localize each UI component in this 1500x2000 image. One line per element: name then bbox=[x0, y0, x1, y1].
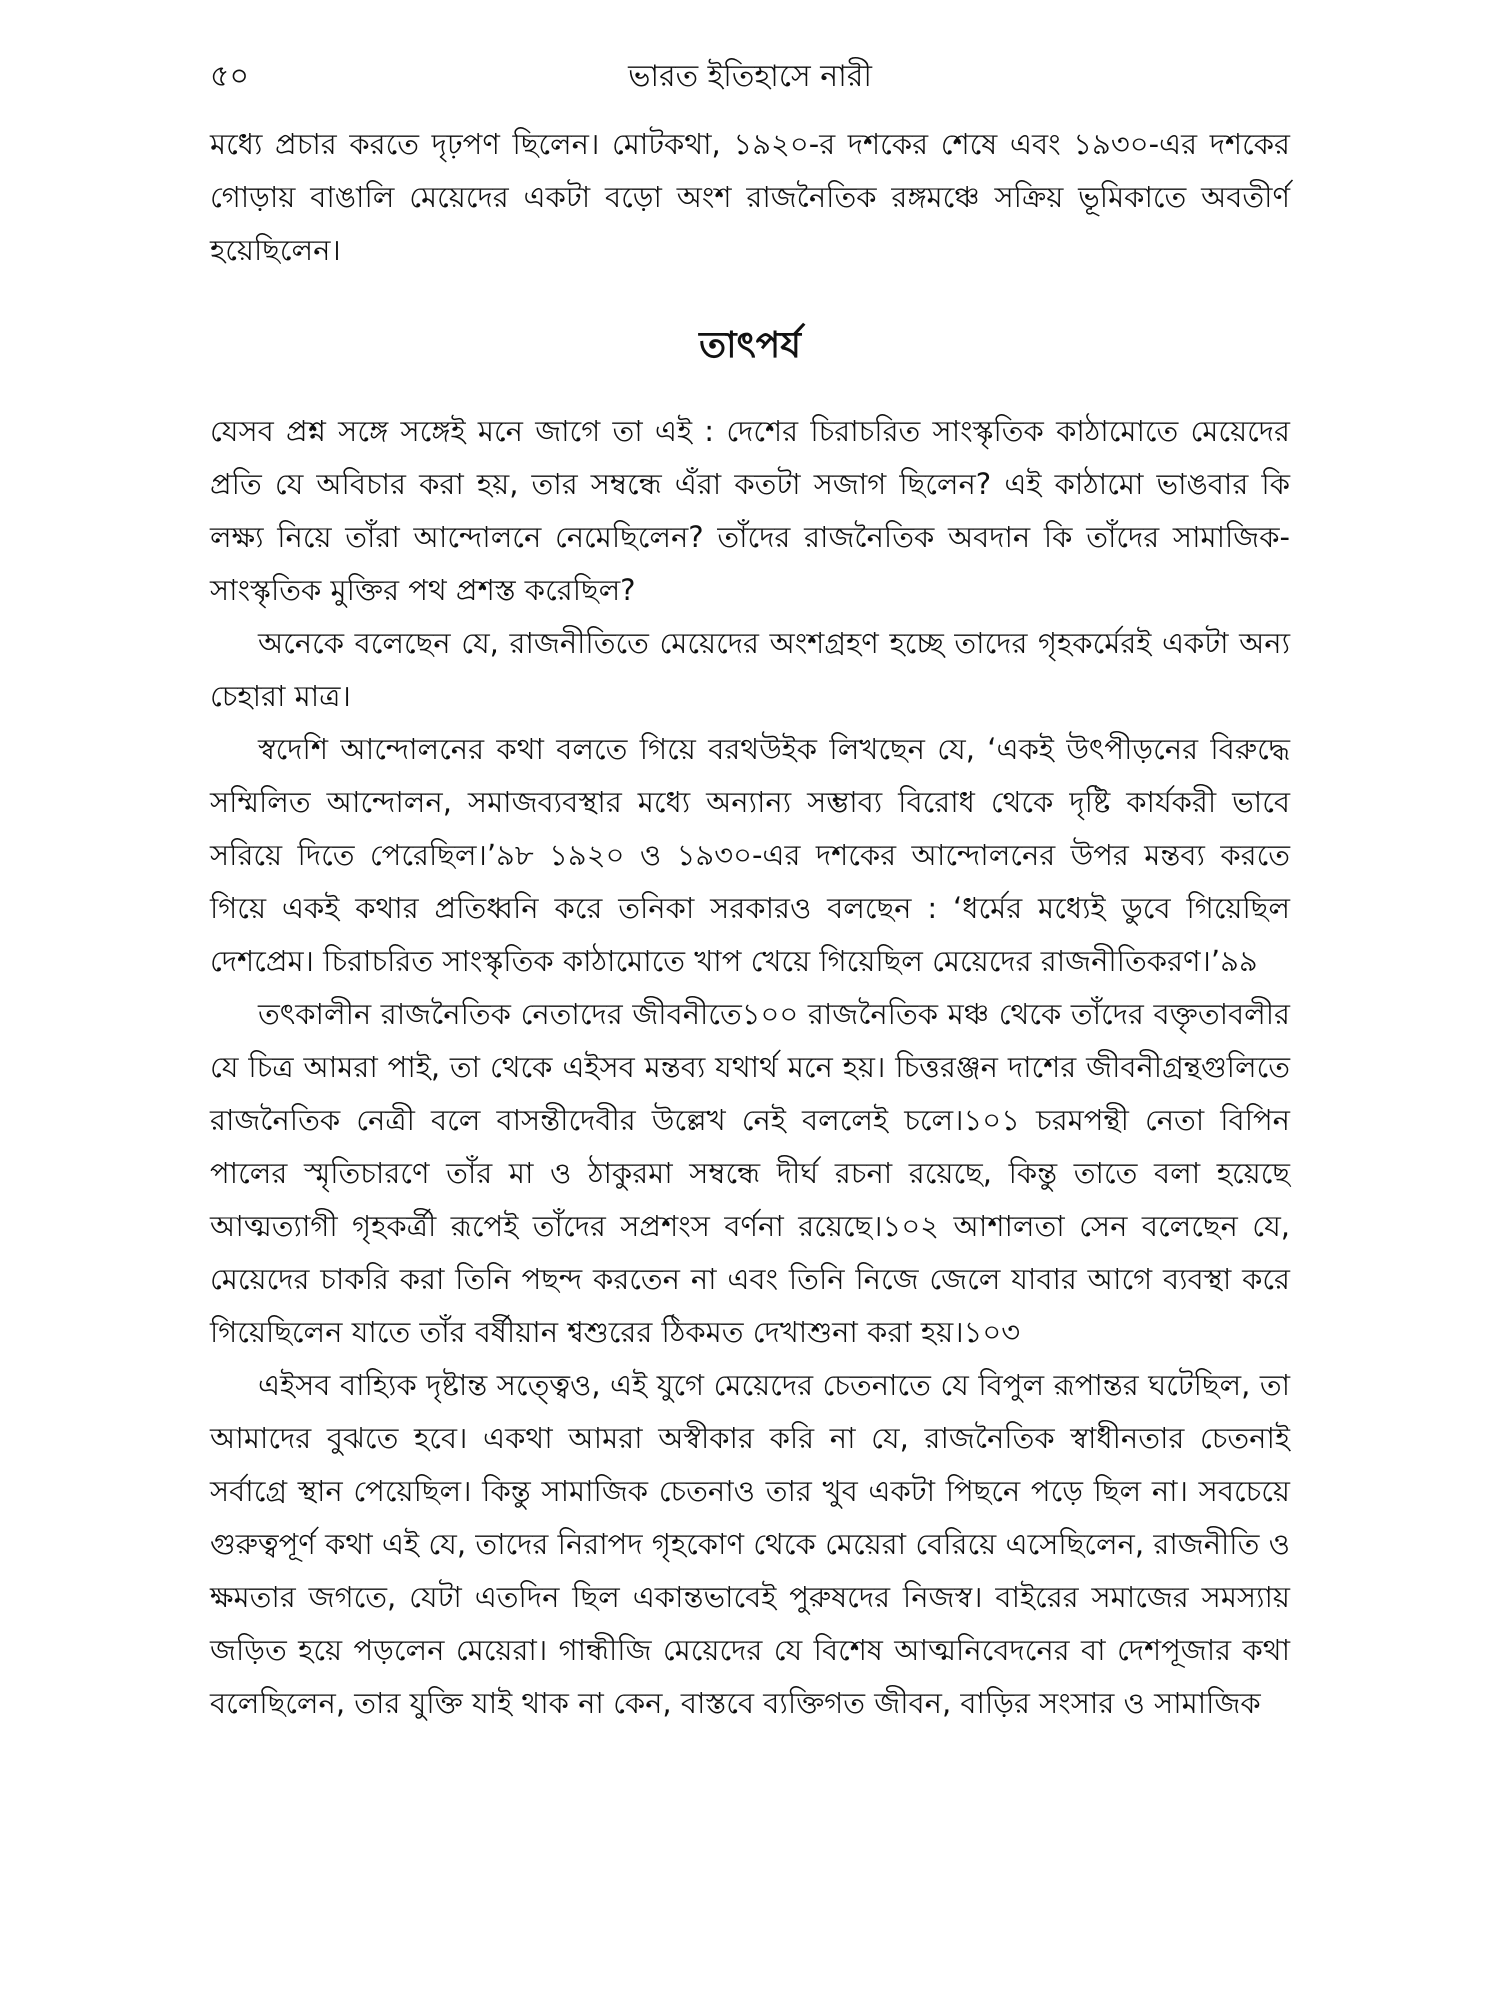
section-heading: তাৎপর্য bbox=[699, 325, 801, 366]
paragraph-household-role: অনেকে বলেছেন যে, রাজনীতিতে মেয়েদের অংশগ্রহণ হচ্ছে তাদের গৃহকর্মেরই একটা অন্য চেহারা মাত্র। bbox=[210, 626, 1290, 713]
book-title: ভারত ইতিহাসে নারী bbox=[628, 59, 872, 94]
page-number: ৫০ bbox=[210, 59, 249, 94]
paragraph-swadeshi-quote: স্বদেশি আন্দোলনের কথা বলতে গিয়ে বরথউইক লিখছেন যে, ‘একই উৎপীড়নের বিরুদ্ধে সম্মিলিত আন্দোলন, সমাজব্যবস্থার মধ্যে অন্যান্য সম্ভাব্য বিরোধ থেকে দৃষ্টি কার্যকরী ভাবে সরিয়ে দিতে পেরেছিল।’৯৮ ১৯২০ ও ১৯৩০-এর দশকের আন্দোলনের উপর মন্তব্য করতে গিয়ে একই কথার প্রতিধ্বনি করে তনিকা সরকারও বলছেন : ‘ধর্মের মধ্যেই ডুবে গিয়েছিল দেশপ্রেম। চিরাচরিত সাংস্কৃতিক কাঠামোতে খাপ খেয়ে গিয়েছিল মেয়েদের রাজনীতিকরণ।’৯৯ bbox=[210, 732, 1290, 978]
running-header bbox=[210, 52, 1290, 102]
opening-paragraph: মধ্যে প্রচার করতে দৃঢ়পণ ছিলেন। মোটকথা, ১৯২০-র দশকের শেষে এবং ১৯৩০-এর দশকের গোড়ায় বাঙালি মেয়েদের একটা বড়ো অংশ রাজনৈতিক রঙ্গমঞ্চে সক্রিয় ভূমিকাতে অবতীর্ণ হয়েছিলেন। bbox=[210, 127, 1290, 267]
paragraph-consciousness-change: এইসব বাহ্যিক দৃষ্টান্ত সত্ত্বেও, এই যুগে মেয়েদের চেতনাতে যে বিপুল রূপান্তর ঘটেছিল, তা আমাদের বুঝতে হবে। একথা আমরা অস্বীকার করি না যে, রাজনৈতিক স্বাধীনতার চেতনাই সর্বাগ্রে স্থান পেয়েছিল। কিন্তু সামাজিক চেতনাও তার খুব একটা পিছনে পড়ে ছিল না। সবচেয়ে গুরুত্বপূর্ণ কথা এই যে, তাদের নিরাপদ গৃহকোণ থেকে মেয়েরা বেরিয়ে এসেছিলেন, রাজনীতি ও ক্ষমতার জগতে, যেটা এতদিন ছিল একান্তভাবেই পুরুষদের নিজস্ব। বাইরের সমাজের সমস্যায় জড়িত হয়ে পড়লেন মেয়েরা। গান্ধীজি মেয়েদের যে বিশেষ আত্মনিবেদনের বা দেশপূজার কথা বলেছিলেন, তার যুক্তি যাই থাক না কেন, বাস্তবে ব্যক্তিগত জীবন, বাড়ির সংসার ও সামাজিক bbox=[210, 1368, 1290, 1720]
paragraph-questions: যেসব প্রশ্ন সঙ্গে সঙ্গেই মনে জাগে তা এই : দেশের চিরাচরিত সাংস্কৃতিক কাঠামোতে মেয়েদের প্রতি যে অবিচার করা হয়, তার সম্বন্ধে এঁরা কতটা সজাগ ছিলেন? এই কাঠামো ভাঙবার কি লক্ষ্য নিয়ে তাঁরা আন্দোলনে নেমেছিলেন? তাঁদের রাজনৈতিক অবদান কি তাঁদের সামাজিক-সাংস্কৃতিক মুক্তির পথ প্রশস্ত করেছিল? bbox=[210, 414, 1290, 607]
body-text bbox=[210, 118, 1290, 1730]
paragraph-leader-biographies: তৎকালীন রাজনৈতিক নেতাদের জীবনীতে১০০ রাজনৈতিক মঞ্চ থেকে তাঁদের বক্তৃতাবলীর যে চিত্র আমরা পাই, তা থেকে এইসব মন্তব্য যথার্থ মনে হয়। চিত্তরঞ্জন দাশের জীবনীগ্রন্থগুলিতে রাজনৈতিক নেত্রী বলে বাসন্তীদেবীর উল্লেখ নেই বললেই চলে।১০১ চরমপন্থী নেতা বিপিন পালের স্মৃতিচারণে তাঁর মা ও ঠাকুরমা সম্বন্ধে দীর্ঘ রচনা রয়েছে, কিন্তু তাতে বলা হয়েছে আত্মত্যাগী গৃহকর্ত্রী রূপেই তাঁদের সপ্রশংস বর্ণনা রয়েছে।১০২ আশালতা সেন বলেছেন যে, মেয়েদের চাকরি করা তিনি পছন্দ করতেন না এবং তিনি নিজে জেলে যাবার আগে ব্যবস্থা করে গিয়েছিলেন যাতে তাঁর বর্ষীয়ান শ্বশুরের ঠিকমত দেখাশুনা করা হয়।১০৩ bbox=[210, 997, 1290, 1349]
